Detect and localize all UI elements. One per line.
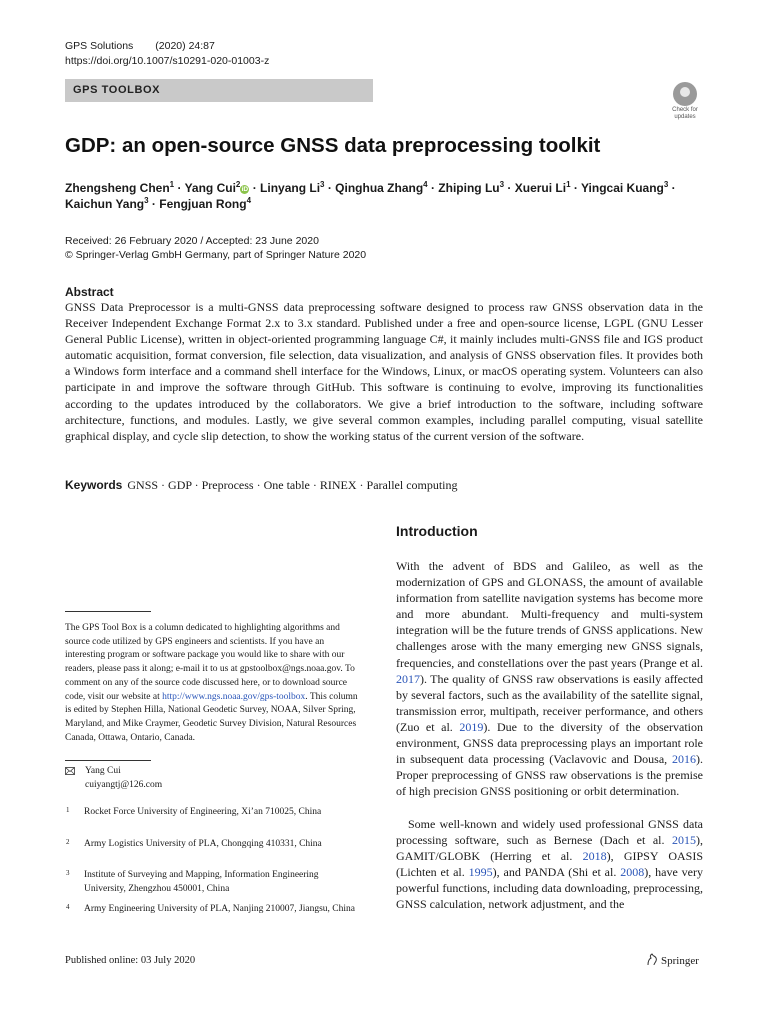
doi-link[interactable]: https://doi.org/10.1007/s10291-020-01003-z: [65, 55, 270, 67]
publisher-logo: [646, 953, 699, 967]
author-affiliation-mark: 3: [499, 180, 505, 189]
citation-link[interactable]: 2017: [396, 671, 420, 686]
keywords-label: Keywords: [65, 478, 123, 492]
orcid-icon[interactable]: iD: [241, 186, 249, 193]
correspondence-email[interactable]: cuiyangtj@126.com: [85, 780, 163, 790]
affiliation-number: 3: [66, 869, 70, 877]
author-name[interactable]: Xuerui Li: [514, 181, 567, 195]
author-name[interactable]: Yang Cui: [184, 181, 236, 195]
author-name[interactable]: Linyang Li: [260, 181, 321, 195]
author-affiliation-mark: 1: [169, 180, 175, 189]
springer-horse-icon: [646, 953, 658, 966]
paragraph-text: ), have very powerful functions, including data downloading, preprocessing, GNSS calculation, network adjustment, and the: [396, 865, 703, 912]
author-affiliation-mark: 3: [144, 196, 149, 205]
note-text: The GPS Tool Box is a column dedicated to highlighting algorithms and source code utilized by GPS engineers and scientists. If you have an interesting program or software package you would like to share with our readers, please pass it along; e-mail it to us at gpstoolbox@ngs.noaa.gov. To comment on any of the source code discussed here, or to download source code, visit our website at: [65, 623, 355, 702]
journal-name: GPS Solutions: [65, 40, 134, 52]
author-name[interactable]: Zhiping Lu: [438, 181, 500, 195]
toolbox-website-link[interactable]: http://www.ngs.noaa.gov/gps-toolbox: [162, 691, 306, 702]
author-name[interactable]: Zhengsheng Chen: [65, 181, 170, 195]
affiliation-number: 4: [66, 903, 70, 911]
note-text: . This column is edited by Stephen Hilla, National Geodetic Survey, NOAA, Silver Spring, Maryland, and Mike Craymer, Geodetic Survey Division, Natural Resources Canada, Ottawa, Ontario, Canada.: [65, 691, 358, 743]
author-name[interactable]: Yingcai Kuang: [580, 181, 664, 195]
citation-link[interactable]: 2018: [582, 849, 607, 864]
author-name[interactable]: Qinghua Zhang: [335, 181, 424, 195]
journal-volume: (2020) 24:87: [155, 40, 215, 52]
envelope-icon: [65, 767, 75, 775]
author-name[interactable]: Fengjuan Rong: [159, 197, 247, 211]
paragraph-text: ), GAMIT/GLOBK (Herring et al.: [396, 833, 703, 864]
author-list-line-2: Kaichun Yang$^3$ · Fengjuan Rong$^4$: [65, 196, 252, 211]
keywords: [65, 478, 458, 493]
published-date: Published online: 03 July 2020: [65, 955, 196, 966]
citation-link[interactable]: 2016: [672, 752, 696, 767]
affiliation-2: Army Logistics University of PLA, Chongqing 410331, China: [84, 839, 322, 849]
author-affiliation-mark: 3: [663, 180, 669, 189]
author-affiliation-mark: 1: [566, 180, 571, 189]
author-name[interactable]: Kaichun Yang: [65, 197, 145, 211]
received-dates: Received: 26 February 2020 / Accepted: 23 June 2020: [65, 235, 319, 247]
affiliation-number: 1: [66, 806, 70, 814]
gps-toolbox-note: [65, 622, 360, 745]
journal-header: [65, 40, 215, 52]
check-updates-icon: [673, 82, 697, 106]
author-list-line-1: Zhengsheng Chen$^1$ · Yang Cui$^2$iD · Linyang $Li^3$ · Qinghua Zhang$^4$ · Zhiping $Lu^3$ · Xuerui $Li^1$ · Yingcai Kuang$^3$ ·: [65, 180, 676, 195]
correspondence-name: Yang Cui: [85, 766, 121, 776]
introduction-heading: Introduction: [396, 523, 478, 539]
publisher-name: Springer: [661, 955, 699, 967]
check-for-updates-badge[interactable]: [666, 82, 704, 124]
correspondence-divider: [65, 760, 151, 761]
article-title: GDP: an open-source GNSS data preprocessing toolkit: [65, 134, 601, 157]
affiliation-3: Institute of Surveying and Mapping, Information Engineering University, Zhengzhou 450001, China: [84, 870, 319, 894]
citation-link[interactable]: 2008: [620, 865, 645, 880]
citation-link[interactable]: 1995: [468, 865, 493, 880]
paragraph-text: Some well-known and widely used professional GNSS data processing software, such as Bernese (Dach et al.: [396, 817, 703, 848]
paragraph-text: ). Due to the diversity of the observation environment, GNSS data preprocessing plays an important role in subsequent data processing (Vaclavovic and Dousa,: [396, 719, 703, 767]
affiliation-1: Rocket Force University of Engineering, Xi’an 710025, China: [84, 807, 322, 817]
author-affiliation-mark: 2: [235, 180, 241, 189]
footnote-divider: [65, 611, 151, 612]
copyright-notice: © Springer-Verlag GmbH Germany, part of Springer Nature 2020: [65, 249, 367, 261]
introduction-paragraph-2: [396, 816, 703, 913]
affiliation-4: Army Engineering University of PLA, Nanjing 210007, Jiangsu, China: [84, 904, 355, 914]
paragraph-text: ), GIPSY OASIS (Lichten et al.: [396, 849, 703, 880]
check-updates-label: Check for updates: [672, 107, 698, 120]
citation-link[interactable]: 2015: [672, 833, 696, 848]
author-affiliation-mark: 4: [246, 196, 252, 205]
citation-link[interactable]: 2019: [459, 719, 484, 734]
author-affiliation-mark: 4: [423, 180, 428, 189]
paragraph-text: With the advent of BDS and Galileo, as well as the modernization of GPS and GLONASS, the amount of available information from satellite navigation systems has become more and more abundant. Multi-frequency and multi-system integration will be the future trends of GNSS applications. New challenges arose with the many emerging new GNSS signals, frequencies, and constellations over the past years (Prange et al.: [396, 559, 703, 670]
introduction-paragraph-1: [396, 558, 703, 799]
paragraph-text: ). Proper preprocessing of GNSS raw observations is the premise of high precision GNSS positioning or orbit determination.: [396, 752, 703, 799]
paragraph-text: ), and PANDA (Shi et al.: [492, 865, 621, 880]
abstract-text: GNSS Data Preprocessor is a multi-GNSS data preprocessing software designed to process raw GNSS observation data in the Receiver Independent Exchange Format 2.x to 3.x standard. Published under a free and open-source license, LGPL (GNU Lesser General Public License), written in object-oriented programming language C#, it mainly includes multi-GNSS file and IGS product automatic acquisition, format conversion, file selection, data visualization, and analysis of GNSS observation files. It provides both a Windows form interface and a command shell interface for the Windows, Linux, or macOS operating system. Volunteers can also participate in and improve the software through GitHub. This software is continuing to evolve, improving its functionalities according to the updates introduced by the collaborators. We give a brief introduction to the software, including software architecture, functions, and modules. Lastly, we give several common examples, including parallel computing, visual satellite graphical display, and cycle slip detection, to show the working status of the current version of the software.: [65, 300, 703, 443]
abstract-heading: Abstract: [65, 285, 114, 299]
author-affiliation-mark: 3: [320, 180, 325, 189]
column-banner: GPS TOOLBOX: [65, 79, 373, 102]
paragraph-text: ). The quality of GNSS raw observations is easily affected by several factors, such as the availability of the satellite signal, transmission error, multipath, receiver performance, and others (Zuo et al.: [396, 671, 703, 734]
affiliation-number: 2: [66, 838, 70, 846]
keywords-list: GNSS · GDP · Preprocess · One table · RINEX · Parallel computing: [127, 478, 458, 492]
